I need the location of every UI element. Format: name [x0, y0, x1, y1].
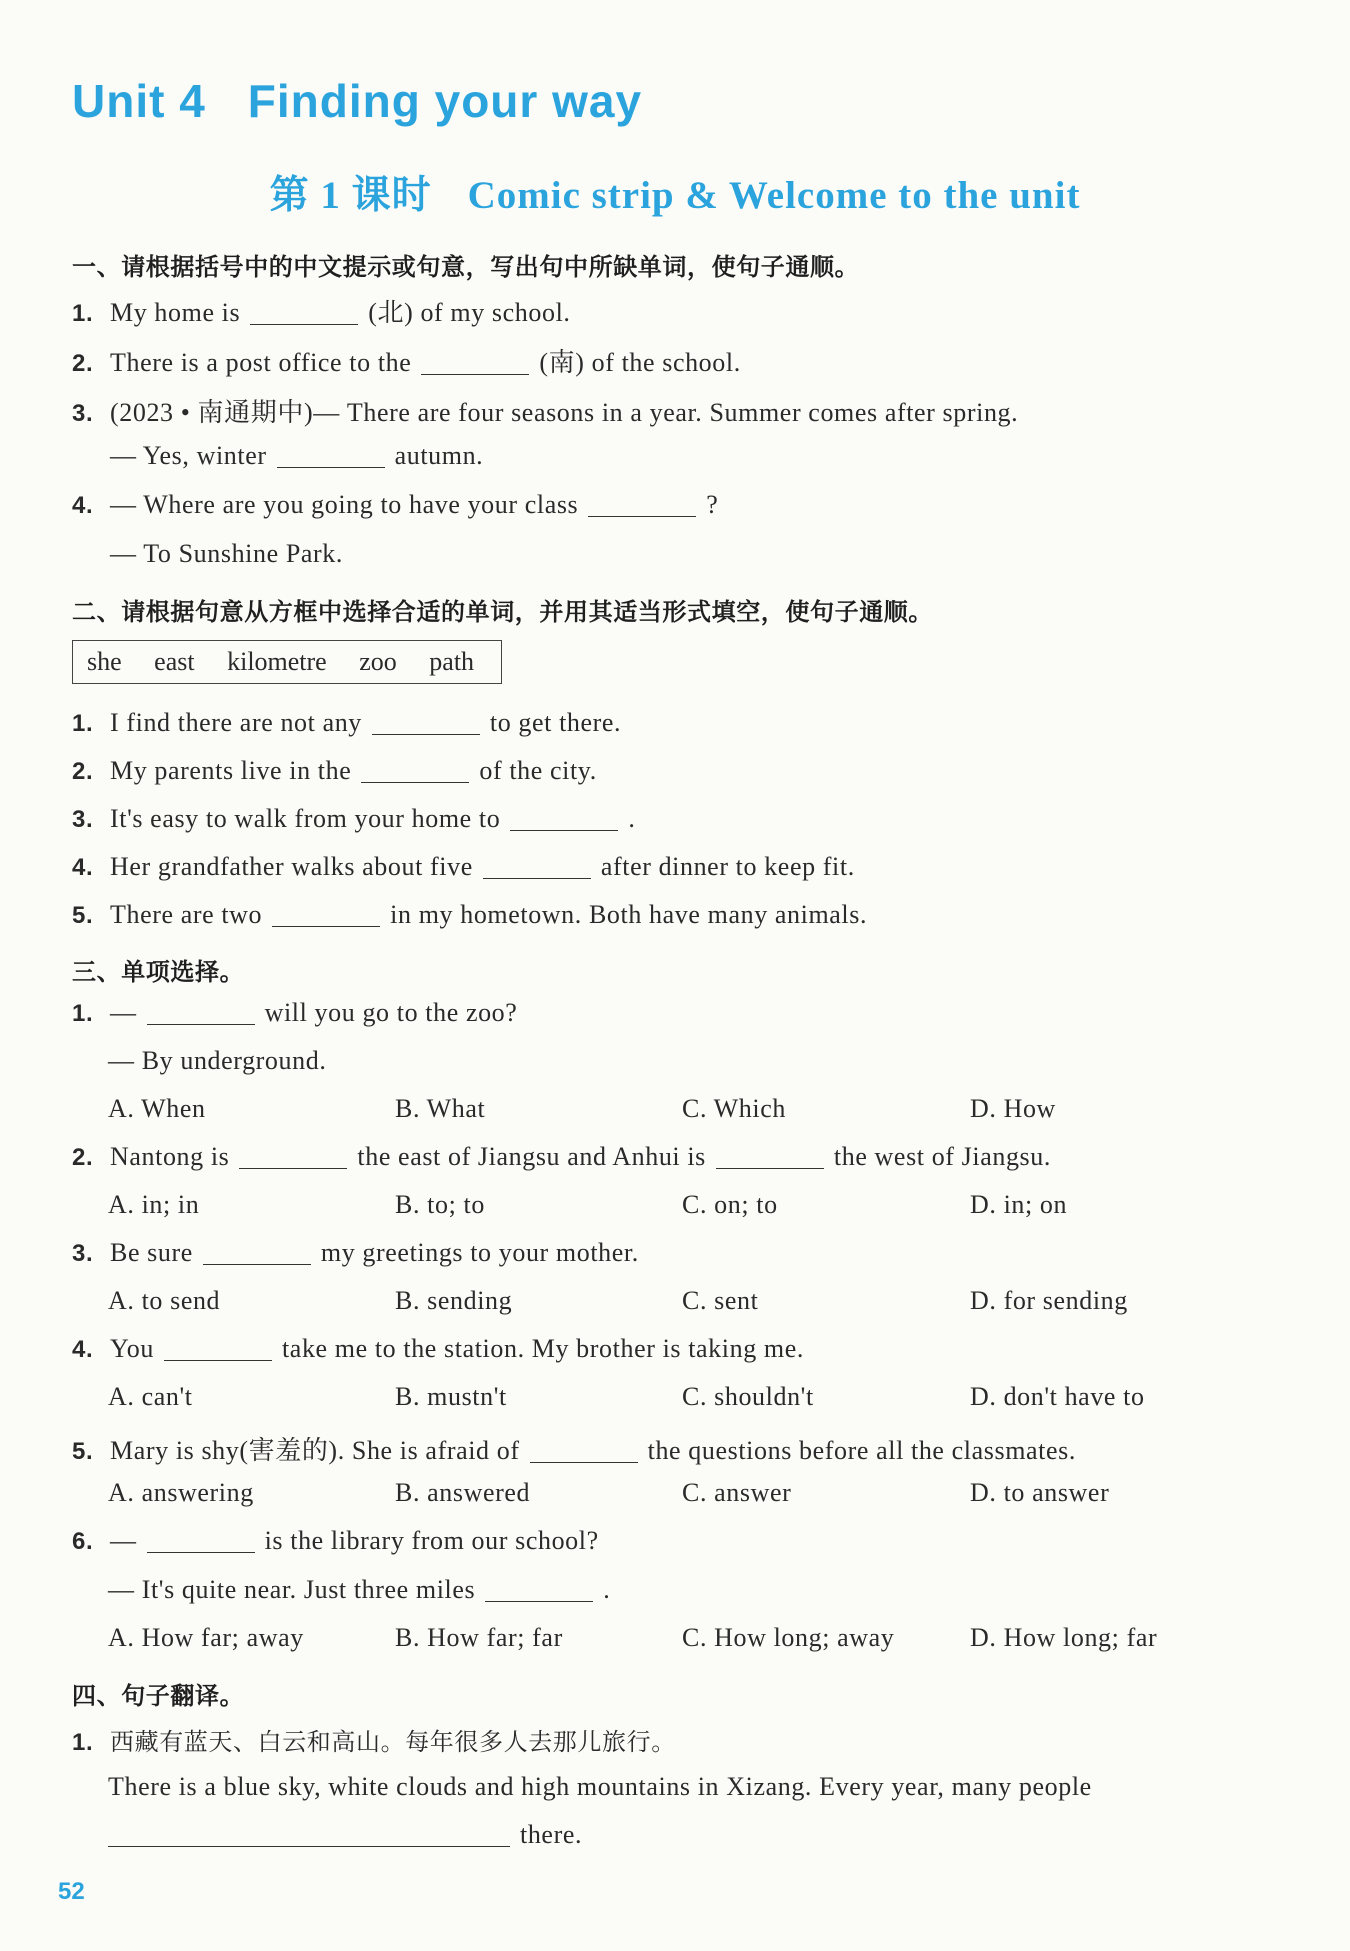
section3-heading: 三、单项选择。 — [72, 958, 245, 986]
s3-question-6: 6. — is the library from our school? — [72, 1526, 599, 1555]
option-b[interactable]: B. How far; far — [395, 1623, 563, 1652]
unit-number: Unit 4 — [72, 75, 206, 127]
option-d[interactable]: D. to answer — [970, 1478, 1110, 1507]
option-b[interactable]: B. What — [395, 1094, 486, 1123]
lesson-title — [0, 164, 1350, 220]
s3-question-3: 3. Be sure my greetings to your mother. — [72, 1238, 639, 1267]
option-b[interactable]: B. mustn't — [395, 1382, 507, 1411]
option-c[interactable]: C. Which — [682, 1094, 786, 1123]
unit-title — [72, 74, 642, 128]
s2-question-1: 1. I find there are not any to get there. — [72, 708, 622, 737]
option-b[interactable]: B. sending — [395, 1286, 513, 1315]
answer-blank[interactable] — [147, 1526, 255, 1553]
answer-blank[interactable] — [203, 1238, 311, 1265]
s1-question-4: 4. — Where are you going to have your class ? — [72, 490, 719, 519]
s3-question-1: 1. — will you go to the zoo? — [72, 998, 518, 1027]
answer-blank[interactable] — [483, 852, 591, 879]
answer-blank[interactable] — [239, 1142, 347, 1169]
s1-question-3-reply: — Yes, winter autumn. — [110, 441, 484, 470]
word-option: kilometre — [227, 647, 327, 676]
option-a[interactable]: A. How far; away — [108, 1623, 304, 1652]
s2-question-3: 3. It's easy to walk from your home to . — [72, 804, 636, 833]
section4-heading: 四、句子翻译。 — [72, 1682, 245, 1710]
option-a[interactable]: A. to send — [108, 1286, 221, 1315]
option-d[interactable]: D. How long; far — [970, 1623, 1158, 1652]
lesson-part: 第 1 课时 — [269, 174, 432, 217]
option-a[interactable]: A. in; in — [108, 1190, 200, 1219]
section2-heading: 二、请根据句意从方框中选择合适的单词，并用其适当形式填空，使句子通顺。 — [72, 598, 933, 626]
unit-name: Finding your way — [247, 75, 643, 127]
s3-question-2: 2. Nantong is the east of Jiangsu and Anhui is the west of Jiangsu. — [72, 1142, 1051, 1171]
option-d[interactable]: D. How — [970, 1094, 1056, 1123]
s3-question-6-reply: — It's quite near. Just three miles . — [108, 1575, 611, 1604]
option-c[interactable]: C. on; to — [682, 1190, 778, 1219]
section1-heading: 一、请根据括号中的中文提示或句意，写出句中所缺单词，使句子通顺。 — [72, 253, 860, 281]
answer-blank[interactable] — [361, 756, 469, 783]
answer-blank[interactable] — [272, 900, 380, 927]
s2-question-4: 4. Her grandfather walks about five after dinner to keep fit. — [72, 852, 855, 881]
answer-blank[interactable] — [164, 1334, 272, 1361]
s1-question-2: 2. There is a post office to the (南) of the school. — [72, 348, 741, 377]
answer-blank[interactable] — [147, 998, 255, 1025]
s3-question-4: 4. You take me to the station. My brother is taking me. — [72, 1334, 804, 1363]
option-a[interactable]: A. When — [108, 1094, 206, 1123]
s4-question-1-answer-line: there. — [108, 1820, 582, 1850]
option-a[interactable]: A. can't — [108, 1382, 193, 1411]
s1-question-4-reply: — To Sunshine Park. — [110, 539, 343, 568]
option-d[interactable]: D. don't have to — [970, 1382, 1145, 1411]
word-option: east — [154, 647, 195, 676]
word-option: path — [429, 647, 475, 676]
lesson-name: Comic strip & Welcome to the unit — [467, 174, 1081, 217]
word-option: she — [87, 647, 122, 676]
option-a[interactable]: A. answering — [108, 1478, 254, 1507]
answer-blank[interactable] — [588, 490, 696, 517]
answer-blank[interactable] — [716, 1142, 824, 1169]
s4-question-1: 1. 西藏有蓝天、白云和高山。每年很多人去那儿旅行。 — [72, 1728, 676, 1756]
option-d[interactable]: D. in; on — [970, 1190, 1068, 1219]
option-b[interactable]: B. answered — [395, 1478, 531, 1507]
option-c[interactable]: C. shouldn't — [682, 1382, 814, 1411]
answer-blank[interactable] — [108, 1820, 510, 1847]
answer-blank[interactable] — [421, 348, 529, 375]
word-option: zoo — [359, 647, 397, 676]
s2-question-5: 5. There are two in my hometown. Both have many animals. — [72, 900, 868, 929]
option-c[interactable]: C. sent — [682, 1286, 759, 1315]
answer-blank[interactable] — [485, 1575, 593, 1602]
word-box — [72, 640, 502, 684]
s4-question-1-english: There is a blue sky, white clouds and high mountains in Xizang. Every year, many people — [108, 1772, 1092, 1801]
answer-blank[interactable] — [530, 1436, 638, 1463]
answer-blank[interactable] — [277, 441, 385, 468]
s1-question-3: 3. (2023 • 南通期中)— There are four seasons in a year. Summer comes after spring. — [72, 398, 1019, 427]
answer-blank[interactable] — [250, 298, 358, 325]
option-b[interactable]: B. to; to — [395, 1190, 485, 1219]
s3-question-5: 5. Mary is shy(害羞的). She is afraid of the questions before all the classmates. — [72, 1436, 1076, 1465]
s3-question-1-reply: — By underground. — [108, 1046, 327, 1075]
answer-blank[interactable] — [510, 804, 618, 831]
s1-question-1: 1. My home is (北) of my school. — [72, 298, 571, 327]
s2-question-2: 2. My parents live in the of the city. — [72, 756, 597, 785]
page-number: 52 — [58, 1878, 85, 1905]
answer-blank[interactable] — [372, 708, 480, 735]
option-c[interactable]: C. answer — [682, 1478, 792, 1507]
option-d[interactable]: D. for sending — [970, 1286, 1128, 1315]
option-c[interactable]: C. How long; away — [682, 1623, 895, 1652]
